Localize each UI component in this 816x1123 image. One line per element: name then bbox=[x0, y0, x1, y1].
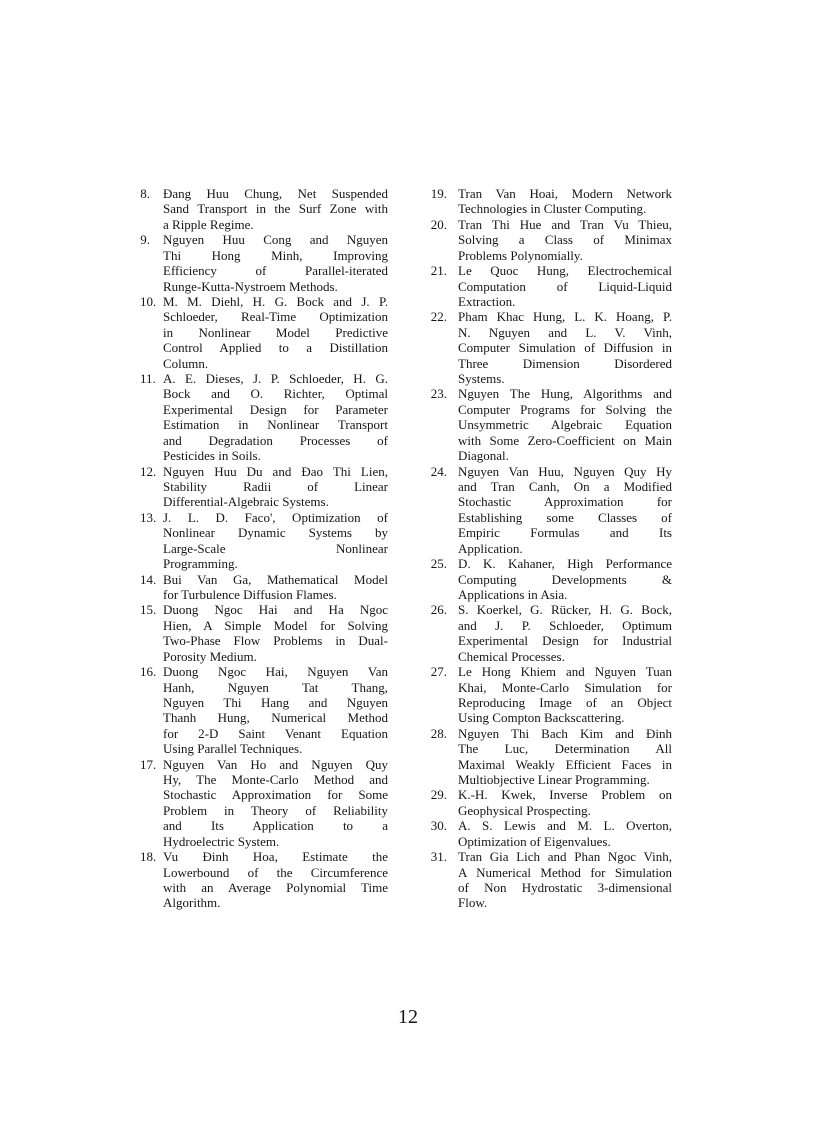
item-number: 30. bbox=[430, 818, 447, 834]
item-text bbox=[163, 464, 388, 510]
item-text-line: Control Applied to a Distillation bbox=[163, 340, 388, 356]
list-item bbox=[430, 664, 672, 726]
item-text-line: Khai, Monte-Carlo Simulation for bbox=[458, 679, 672, 695]
item-text-line: Programming. bbox=[163, 556, 238, 572]
item-text-line: Experimental Design for Industrial bbox=[458, 633, 672, 649]
item-text-line: Bui Van Ga, Mathematical Model bbox=[163, 571, 388, 587]
item-number: 26. bbox=[430, 602, 447, 618]
page-number: 12 bbox=[398, 1006, 418, 1028]
list-item bbox=[430, 556, 672, 602]
item-text-line: Using Parallel Techniques. bbox=[163, 741, 303, 757]
item-number: 21. bbox=[430, 263, 447, 279]
item-text-line: Chemical Processes. bbox=[458, 648, 565, 664]
item-text bbox=[163, 294, 388, 371]
item-text-line: Hy, The Monte-Carlo Method and bbox=[163, 772, 388, 788]
item-text-line: Flow. bbox=[458, 895, 488, 911]
item-text-line: S. Koerkel, G. Rücker, H. G. Bock, bbox=[458, 602, 672, 618]
item-text-line: Stochastic Approximation for bbox=[458, 494, 672, 510]
item-number: 25. bbox=[430, 556, 447, 572]
item-text-line: Algorithm. bbox=[163, 895, 221, 911]
item-text-line: D. K. Kahaner, High Performance bbox=[458, 556, 672, 572]
list-item bbox=[140, 186, 388, 232]
item-number: 18. bbox=[140, 849, 157, 865]
item-text bbox=[163, 186, 388, 232]
list-item bbox=[140, 464, 388, 510]
list-item bbox=[430, 787, 672, 818]
list-item bbox=[430, 849, 672, 911]
item-text bbox=[458, 602, 672, 664]
list-item bbox=[430, 726, 672, 788]
item-text bbox=[163, 602, 388, 664]
item-number: 15. bbox=[140, 602, 157, 618]
item-text-line: and Tran Canh, On a Modified bbox=[458, 479, 672, 495]
list-item bbox=[140, 371, 388, 464]
list-item bbox=[140, 232, 388, 294]
item-text-line: Diagonal. bbox=[458, 448, 509, 464]
item-text bbox=[458, 186, 672, 217]
item-text bbox=[458, 217, 672, 263]
item-text bbox=[163, 757, 388, 850]
item-text-line: Nguyen Van Ho and Nguyen Quy bbox=[163, 756, 388, 772]
column-left bbox=[140, 186, 388, 911]
list-item bbox=[430, 186, 672, 217]
list-item bbox=[140, 510, 388, 572]
item-text-line: Pham Khac Hung, L. K. Hoang, P. bbox=[458, 309, 672, 325]
item-text-line: Using Compton Backscattering. bbox=[458, 710, 625, 726]
item-text-line: in Nonlinear Model Predictive bbox=[163, 324, 388, 340]
item-text-line: Large-Scale Nonlinear bbox=[163, 540, 388, 556]
item-text-line: Problems Polynomially. bbox=[458, 247, 583, 263]
item-text-line: Lowerbound of the Circumference bbox=[163, 864, 388, 880]
list-item bbox=[140, 849, 388, 911]
item-text-line: J. L. D. Faco', Optimization of bbox=[163, 509, 388, 525]
item-text-line: Tran Gia Lich and Phan Ngoc Vinh, bbox=[458, 849, 672, 865]
item-text-line: K.-H. Kwek, Inverse Problem on bbox=[458, 787, 672, 803]
item-text bbox=[163, 849, 388, 911]
list-item bbox=[140, 294, 388, 371]
item-text-line: Duong Ngoc Hai, Nguyen Van bbox=[163, 664, 388, 680]
item-number: 23. bbox=[430, 386, 447, 402]
list-item bbox=[430, 602, 672, 664]
item-number: 20. bbox=[430, 216, 447, 232]
item-text-line: with Some Zero-Coefficient on Main bbox=[458, 432, 672, 448]
item-text-line: a Ripple Regime. bbox=[163, 216, 254, 232]
item-text-line: for 2-D Saint Venant Equation bbox=[163, 725, 388, 741]
item-text bbox=[163, 232, 388, 294]
item-text-line: Reproducing Image of an Object bbox=[458, 694, 672, 710]
item-text-line: and Its Application to a bbox=[163, 818, 388, 834]
item-text-line: Pesticides in Soils. bbox=[163, 448, 261, 464]
item-number: 29. bbox=[430, 787, 447, 803]
item-number: 27. bbox=[430, 664, 447, 680]
item-text bbox=[163, 572, 388, 603]
item-text-line: A. S. Lewis and M. L. Overton, bbox=[458, 818, 672, 834]
item-number: 9. bbox=[140, 232, 150, 248]
item-text-line: Sand Transport in the Surf Zone with bbox=[163, 201, 388, 217]
list-item bbox=[140, 602, 388, 664]
item-number: 12. bbox=[140, 463, 157, 479]
item-text-line: Systems. bbox=[458, 371, 505, 387]
item-text-line: Nguyen Van Huu, Nguyen Quy Hy bbox=[458, 463, 672, 479]
list-item bbox=[140, 664, 388, 757]
item-text-line: Hydroelectric System. bbox=[163, 833, 280, 849]
item-text-line: Tran Van Hoai, Modern Network bbox=[458, 186, 672, 201]
item-text bbox=[458, 556, 672, 602]
item-text-line: and J. P. Schloeder, Optimum bbox=[458, 617, 672, 633]
item-number: 14. bbox=[140, 571, 157, 587]
item-text-line: Nguyen Huu Cong and Nguyen bbox=[163, 232, 388, 248]
item-text-line: Nguyen The Hung, Algorithms and bbox=[458, 386, 672, 402]
item-text-line: Bock and O. Richter, Optimal bbox=[163, 386, 388, 402]
item-text-line: M. M. Diehl, H. G. Bock and J. P. bbox=[163, 293, 388, 309]
item-text-line: Extraction. bbox=[458, 293, 516, 309]
item-text-line: Solving a Class of Minimax bbox=[458, 232, 672, 248]
item-text-line: Thi Hong Minh, Improving bbox=[163, 247, 388, 263]
item-text bbox=[458, 464, 672, 557]
item-number: 19. bbox=[430, 186, 447, 201]
item-text-line: Le Hong Khiem and Nguyen Tuan bbox=[458, 664, 672, 680]
item-text-line: Unsymmetric Algebraic Equation bbox=[458, 417, 672, 433]
item-text-line: Empiric Formulas and Its bbox=[458, 525, 672, 541]
list-item bbox=[430, 464, 672, 557]
item-number: 22. bbox=[430, 309, 447, 325]
item-text-line: Problem in Theory of Reliability bbox=[163, 802, 388, 818]
item-text-line: Nguyen Thi Bach Kim and Đinh bbox=[458, 725, 672, 741]
item-text-line: Two-Phase Flow Problems in Dual- bbox=[163, 633, 388, 649]
item-text-line: Maximal Weakly Efficient Faces in bbox=[458, 756, 672, 772]
item-text-line: A. E. Dieses, J. P. Schloeder, H. G. bbox=[163, 371, 388, 387]
item-text-line: Optimization of Eigenvalues. bbox=[458, 833, 611, 849]
item-text bbox=[163, 664, 388, 757]
item-text-line: Nguyen Huu Du and Đao Thi Lien, bbox=[163, 463, 388, 479]
column-right bbox=[430, 186, 672, 911]
item-text-line: Computing Developments & bbox=[458, 571, 672, 587]
item-text-line: Three Dimension Disordered bbox=[458, 355, 672, 371]
item-number: 8. bbox=[140, 186, 150, 201]
item-text-line: Schloeder, Real-Time Optimization bbox=[163, 309, 388, 325]
item-text-line: Le Quoc Hung, Electrochemical bbox=[458, 263, 672, 279]
item-text-line: The Luc, Determination All bbox=[458, 741, 672, 757]
item-text bbox=[458, 787, 672, 818]
item-number: 13. bbox=[140, 509, 157, 525]
item-text-line: Efficiency of Parallel-iterated bbox=[163, 263, 388, 279]
item-text-line: Technologies in Cluster Computing. bbox=[458, 201, 647, 217]
item-text-line: Stability Radii of Linear bbox=[163, 479, 388, 495]
item-text bbox=[163, 371, 388, 464]
item-text-line: Hanh, Nguyen Tat Thang, bbox=[163, 679, 388, 695]
item-text-line: Computation of Liquid-Liquid bbox=[458, 278, 672, 294]
item-text-line: for Turbulence Diffusion Flames. bbox=[163, 586, 337, 602]
item-text-line: and Degradation Processes of bbox=[163, 432, 388, 448]
list-item bbox=[430, 386, 672, 463]
item-text-line: Multiobjective Linear Programming. bbox=[458, 772, 650, 788]
item-number: 24. bbox=[430, 463, 447, 479]
item-text-line: Computer Programs for Solving the bbox=[458, 401, 672, 417]
item-text bbox=[458, 309, 672, 386]
item-text-line: Duong Ngoc Hai and Ha Ngoc bbox=[163, 602, 388, 618]
item-text-line: Thanh Hung, Numerical Method bbox=[163, 710, 388, 726]
item-text-line: Experimental Design for Parameter bbox=[163, 401, 388, 417]
item-text-line: Establishing some Classes of bbox=[458, 509, 672, 525]
list-item bbox=[430, 818, 672, 849]
item-number: 31. bbox=[430, 849, 447, 865]
item-text-line: Application. bbox=[458, 540, 523, 556]
item-text-line: Vu Đinh Hoa, Estimate the bbox=[163, 849, 388, 865]
item-text-line: Tran Thi Hue and Tran Vu Thieu, bbox=[458, 216, 672, 232]
item-text-line: Runge-Kutta-Nystroem Methods. bbox=[163, 278, 338, 294]
item-number: 28. bbox=[430, 725, 447, 741]
item-text-line: Hien, A Simple Model for Solving bbox=[163, 617, 388, 633]
item-number: 11. bbox=[140, 371, 156, 387]
item-text-line: Nonlinear Dynamic Systems by bbox=[163, 525, 388, 541]
list-item bbox=[430, 309, 672, 386]
item-text-line: N. Nguyen and L. V. Vinh, bbox=[458, 324, 672, 340]
list-item bbox=[430, 263, 672, 309]
item-text-line: Đang Huu Chung, Net Suspended bbox=[163, 186, 388, 201]
list-item bbox=[430, 217, 672, 263]
item-text-line: Estimation in Nonlinear Transport bbox=[163, 417, 388, 433]
item-number: 16. bbox=[140, 664, 157, 680]
item-text-line: Stochastic Approximation for Some bbox=[163, 787, 388, 803]
list-item bbox=[140, 572, 388, 603]
item-number: 10. bbox=[140, 293, 157, 309]
item-text-line: Column. bbox=[163, 355, 209, 371]
list-item bbox=[140, 757, 388, 850]
item-number: 17. bbox=[140, 756, 157, 772]
item-text-line: Geophysical Prospecting. bbox=[458, 802, 591, 818]
item-text bbox=[163, 510, 388, 572]
item-text-line: Nguyen Thi Hang and Nguyen bbox=[163, 694, 388, 710]
item-text-line: Computer Simulation of Diffusion in bbox=[458, 340, 672, 356]
item-text bbox=[458, 849, 672, 911]
item-text-line: A Numerical Method for Simulation bbox=[458, 864, 672, 880]
item-text-line: Porosity Medium. bbox=[163, 648, 257, 664]
item-text-line: with an Average Polynomial Time bbox=[163, 879, 388, 895]
item-text-line: Differential-Algebraic Systems. bbox=[163, 494, 329, 510]
item-text-line: Applications in Asia. bbox=[458, 586, 568, 602]
item-text bbox=[458, 386, 672, 463]
item-text bbox=[458, 664, 672, 726]
item-text bbox=[458, 263, 672, 309]
item-text bbox=[458, 726, 672, 788]
item-text-line: of Non Hydrostatic 3-dimensional bbox=[458, 879, 672, 895]
item-text bbox=[458, 818, 672, 849]
